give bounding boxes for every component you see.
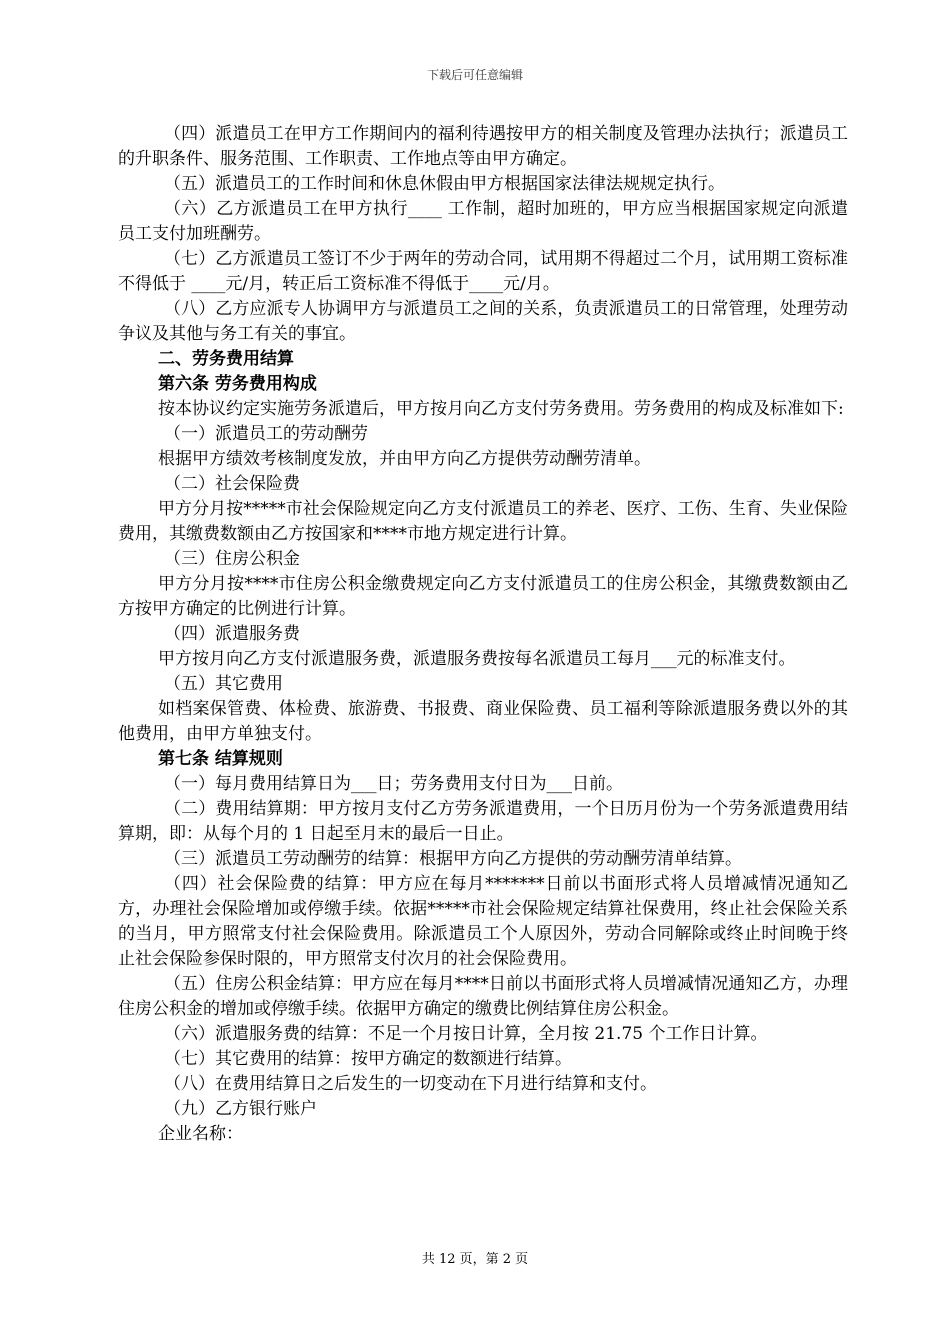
paragraph: （三）住房公积金 [164, 549, 300, 569]
paragraph: （五）住房公积金结算：甲方应在每月****日前以书面形式将人员增减情况通知乙方，办理住房公积金的增加或停缴手续。依据甲方确定的缴费比例结算住房公积金。 [118, 974, 848, 1019]
document-body [118, 122, 848, 1147]
paragraph: 如档案保管费、体检费、旅游费、书报费、商业保险费、员工福利等除派遣服务费以外的其他费用，由甲方单独支付。 [118, 699, 848, 744]
paragraph: （二）费用结算期：甲方按月支付乙方劳务派遣费用，一个日历月份为一个劳务派遣费用结算期，即：从每个月的 1 日起至月末的最后一日止。 [118, 799, 848, 844]
paragraph: 按本协议约定实施劳务派遣后，甲方按月向乙方支付劳务费用。劳务费用的构成及标准如下: [158, 399, 844, 419]
paragraph: （四）派遣员工在甲方工作期间内的福利待遇按甲方的相关制度及管理办法执行；派遣员工的升职条件、服务范围、工作职责、工作地点等由甲方确定。 [118, 124, 848, 169]
paragraph: （七）乙方派遣员工签订不少于两年的劳动合同，试用期不得超过二个月，试用期工资标准不得低于 ____元/月，转正后工资标准不得低于____元/月。 [118, 249, 848, 294]
paragraph: （六）乙方派遣员工在甲方执行____ 工作制，超时加班的，甲方应当根据国家规定向派遣员工支付加班酬劳。 [118, 199, 848, 244]
section-heading: 第七条 结算规则 [158, 749, 283, 769]
paragraph: （五）派遣员工的工作时间和休息休假由甲方根据国家法律法规规定执行。 [164, 174, 725, 194]
page-header: 下载后可任意编辑 [426, 68, 523, 82]
paragraph: （九）乙方银行账户 [164, 1099, 317, 1119]
paragraph: 企业名称： [158, 1124, 243, 1144]
paragraph: （八）乙方应派专人协调甲方与派遣员工之间的关系，负责派遣员工的日常管理，处理劳动争议及其他与务工有关的事宜。 [118, 299, 848, 344]
paragraph: 甲方按月向乙方支付派遣服务费，派遣服务费按每名派遣员工每月___元的标准支付。 [158, 649, 796, 669]
paragraph: （二）社会保险费 [164, 474, 300, 494]
paragraph: （五）其它费用 [164, 674, 283, 694]
paragraph: （七）其它费用的结算：按甲方确定的数额进行结算。 [164, 1049, 572, 1069]
paragraph: （四）社会保险费的结算：甲方应在每月*******日前以书面形式将人员增减情况通知乙方，办理社会保险增加或停缴手续。依据*****市社会保险规定结算社保费用，终止社会保险关系的当月，甲方照常支付社会保险费用。除派遣员工个人原因外，劳动合同解除或终止时间晚于终止社会保险参保时限的，甲方照常支付次月的社会保险费用。 [118, 874, 848, 969]
paragraph: （八）在费用结算日之后发生的一切变动在下月进行结算和支付。 [164, 1074, 657, 1094]
paragraph: 根据甲方绩效考核制度发放，并由甲方向乙方提供劳动酬劳清单。 [158, 449, 651, 469]
page-footer: 共 12 页，第 2 页 [421, 1252, 529, 1267]
section-heading: 第六条 劳务费用构成 [158, 374, 317, 394]
section-heading: 二、劳务费用结算 [158, 349, 294, 369]
paragraph: （一）派遣员工的劳动酬劳 [164, 424, 368, 444]
paragraph: （六）派遣服务费的结算：不足一个月按日计算，全月按 21.75 个工作日计算。 [164, 1024, 768, 1044]
paragraph: （三）派遣员工劳动酬劳的结算：根据甲方向乙方提供的劳动酬劳清单结算。 [164, 849, 742, 869]
paragraph: （一）每月费用结算日为___日；劳务费用支付日为___日前。 [164, 774, 623, 794]
paragraph: 甲方分月按****市住房公积金缴费规定向乙方支付派遣员工的住房公积金，其缴费数额由乙方按甲方确定的比例进行计算。 [118, 574, 848, 619]
paragraph: （四）派遣服务费 [164, 624, 300, 644]
paragraph: 甲方分月按*****市社会保险规定向乙方支付派遣员工的养老、医疗、工伤、生育、失业保险费用，其缴费数额由乙方按国家和****市地方规定进行计算。 [118, 499, 848, 544]
